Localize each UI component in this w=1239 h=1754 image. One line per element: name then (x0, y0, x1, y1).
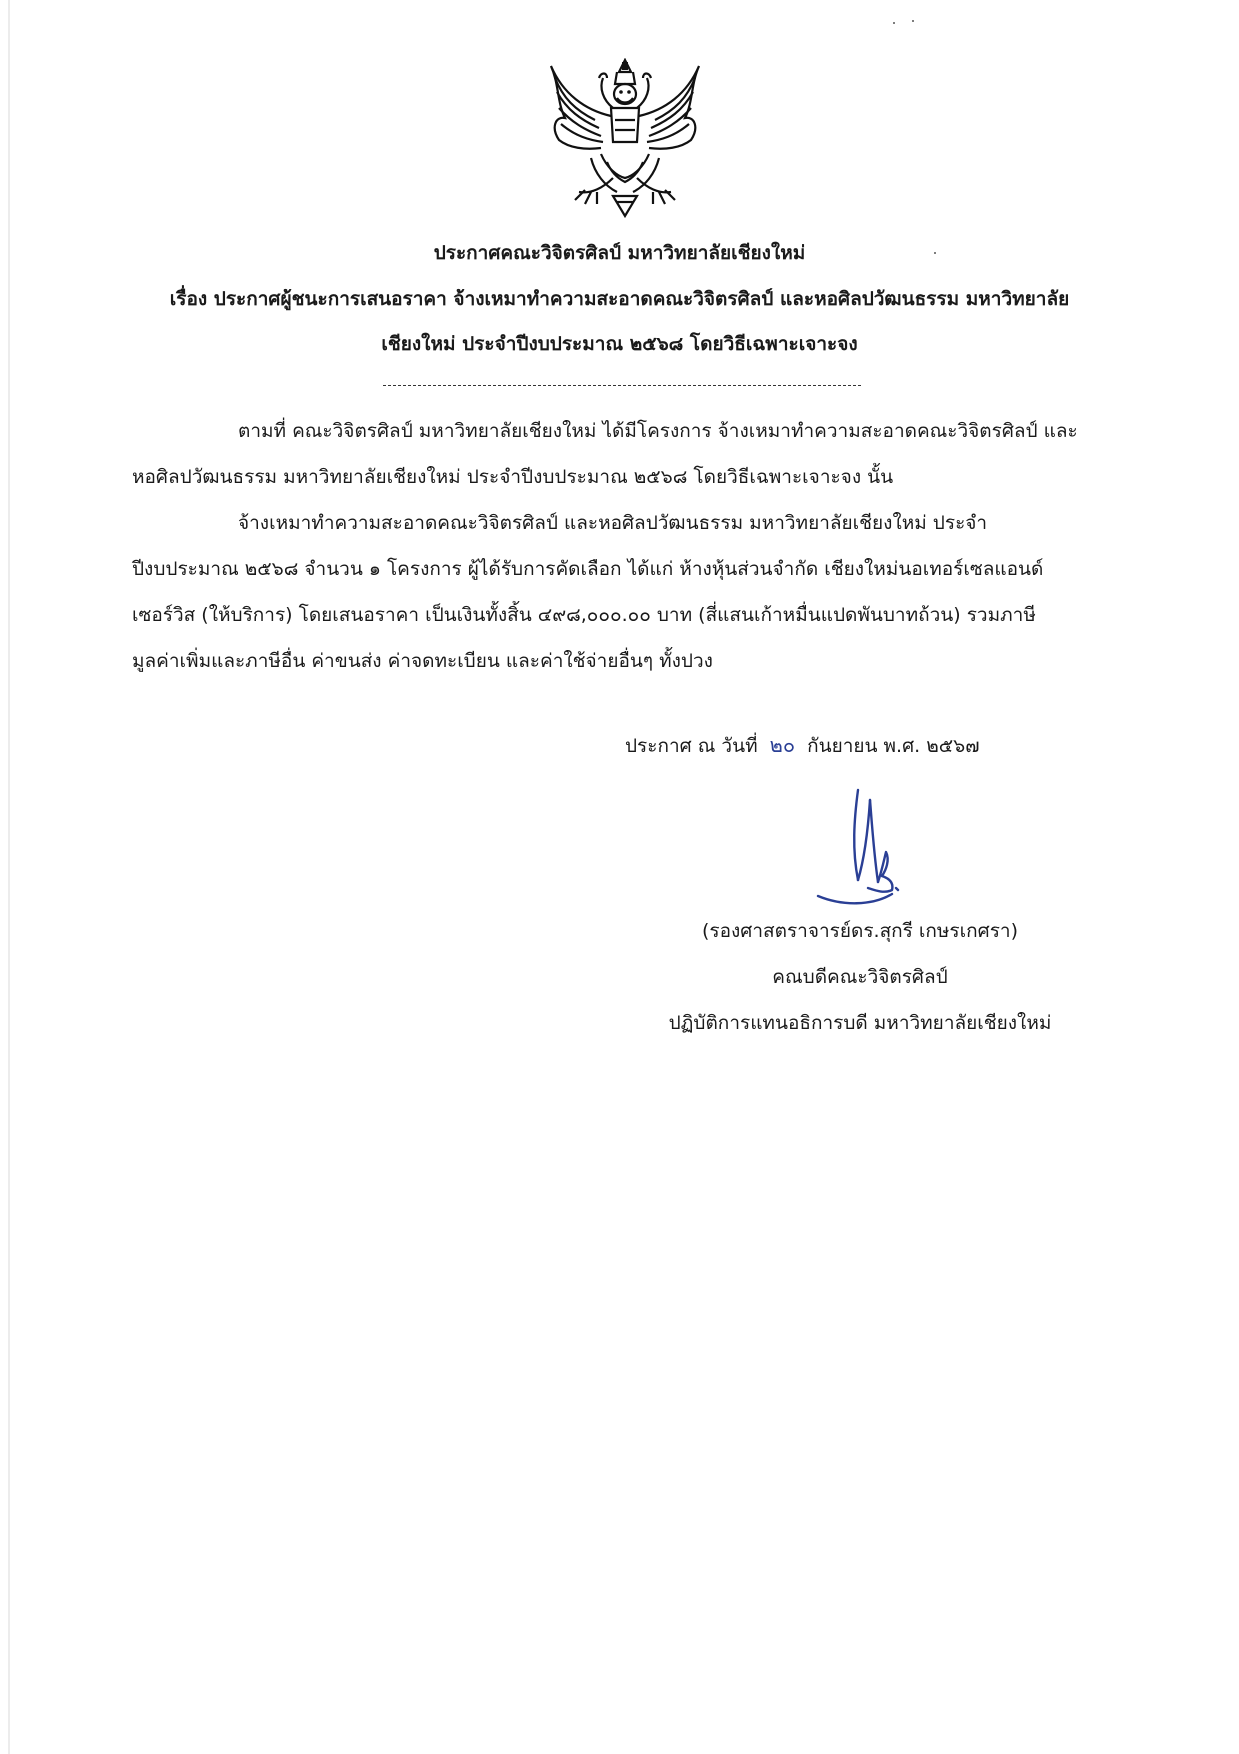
date-day-handwritten: ๒๐ (769, 733, 796, 757)
garuda-emblem-icon (545, 58, 705, 220)
dashed-divider (383, 385, 861, 386)
announcement-title: ประกาศคณะวิจิตรศิลป์ มหาวิทยาลัยเชียงใหม่ (433, 242, 806, 264)
scan-speck (912, 20, 914, 22)
signer-name: (รองศาสตราจารย์ดร.สุกรี เกษรเกศรา) (702, 920, 1018, 942)
announcement-date (625, 732, 980, 759)
announcement-subject-line-2: เชียงใหม่ ประจำปีงบประมาณ ๒๕๖๘ โดยวิธีเฉพาะเจาะจง (381, 333, 858, 355)
body-paragraph-2-line-2: ปีงบประมาณ ๒๕๖๘ จำนวน ๑ โครงการ ผู้ได้รับการคัดเลือก ได้แก่ ห้างหุ้นส่วนจำกัด เชียงใหม่นอเทอร์เซลแอนด์ (132, 558, 1044, 580)
body-paragraph-2-line-3: เซอร์วิส (ให้บริการ) โดยเสนอราคา เป็นเงินทั้งสิ้น ๔๙๘,๐๐๐.๐๐ บาท (สี่แสนเก้าหมื่นแปดพันบาทถ้วน) รวมภาษี (132, 604, 1036, 626)
announcement-subject-line-1: เรื่อง ประกาศผู้ชนะการเสนอราคา จ้างเหมาทำความสะอาดคณะวิจิตรศิลป์ และหอศิลปวัฒนธรรม มหาวิทยาลัย (169, 288, 1070, 310)
scan-speck (893, 22, 895, 24)
body-paragraph-1-line-1: ตามที่ คณะวิจิตรศิลป์ มหาวิทยาลัยเชียงใหม่ ได้มีโครงการ จ้างเหมาทำความสะอาดคณะวิจิตรศิลป์ และ (238, 420, 1078, 442)
signer-position-2: ปฏิบัติการแทนอธิการบดี มหาวิทยาลัยเชียงใหม่ (668, 1012, 1052, 1034)
date-prefix: ประกาศ ณ วันที่ (625, 735, 758, 757)
signer-position-1: คณบดีคณะวิจิตรศิลป์ (772, 966, 948, 988)
body-paragraph-2-line-4: มูลค่าเพิ่มและภาษีอื่น ค่าขนส่ง ค่าจดทะเบียน และค่าใช้จ่ายอื่นๆ ทั้งปวง (132, 650, 713, 672)
signature-icon (812, 770, 922, 920)
body-paragraph-1-line-2: หอศิลปวัฒนธรรม มหาวิทยาลัยเชียงใหม่ ประจำปีงบประมาณ ๒๕๖๘ โดยวิธีเฉพาะเจาะจง นั้น (132, 466, 894, 488)
date-month-year: กันยายน พ.ศ. ๒๕๖๗ (807, 735, 980, 757)
body-paragraph-2-line-1: จ้างเหมาทำความสะอาดคณะวิจิตรศิลป์ และหอศิลปวัฒนธรรม มหาวิทยาลัยเชียงใหม่ ประจำ (238, 512, 988, 534)
